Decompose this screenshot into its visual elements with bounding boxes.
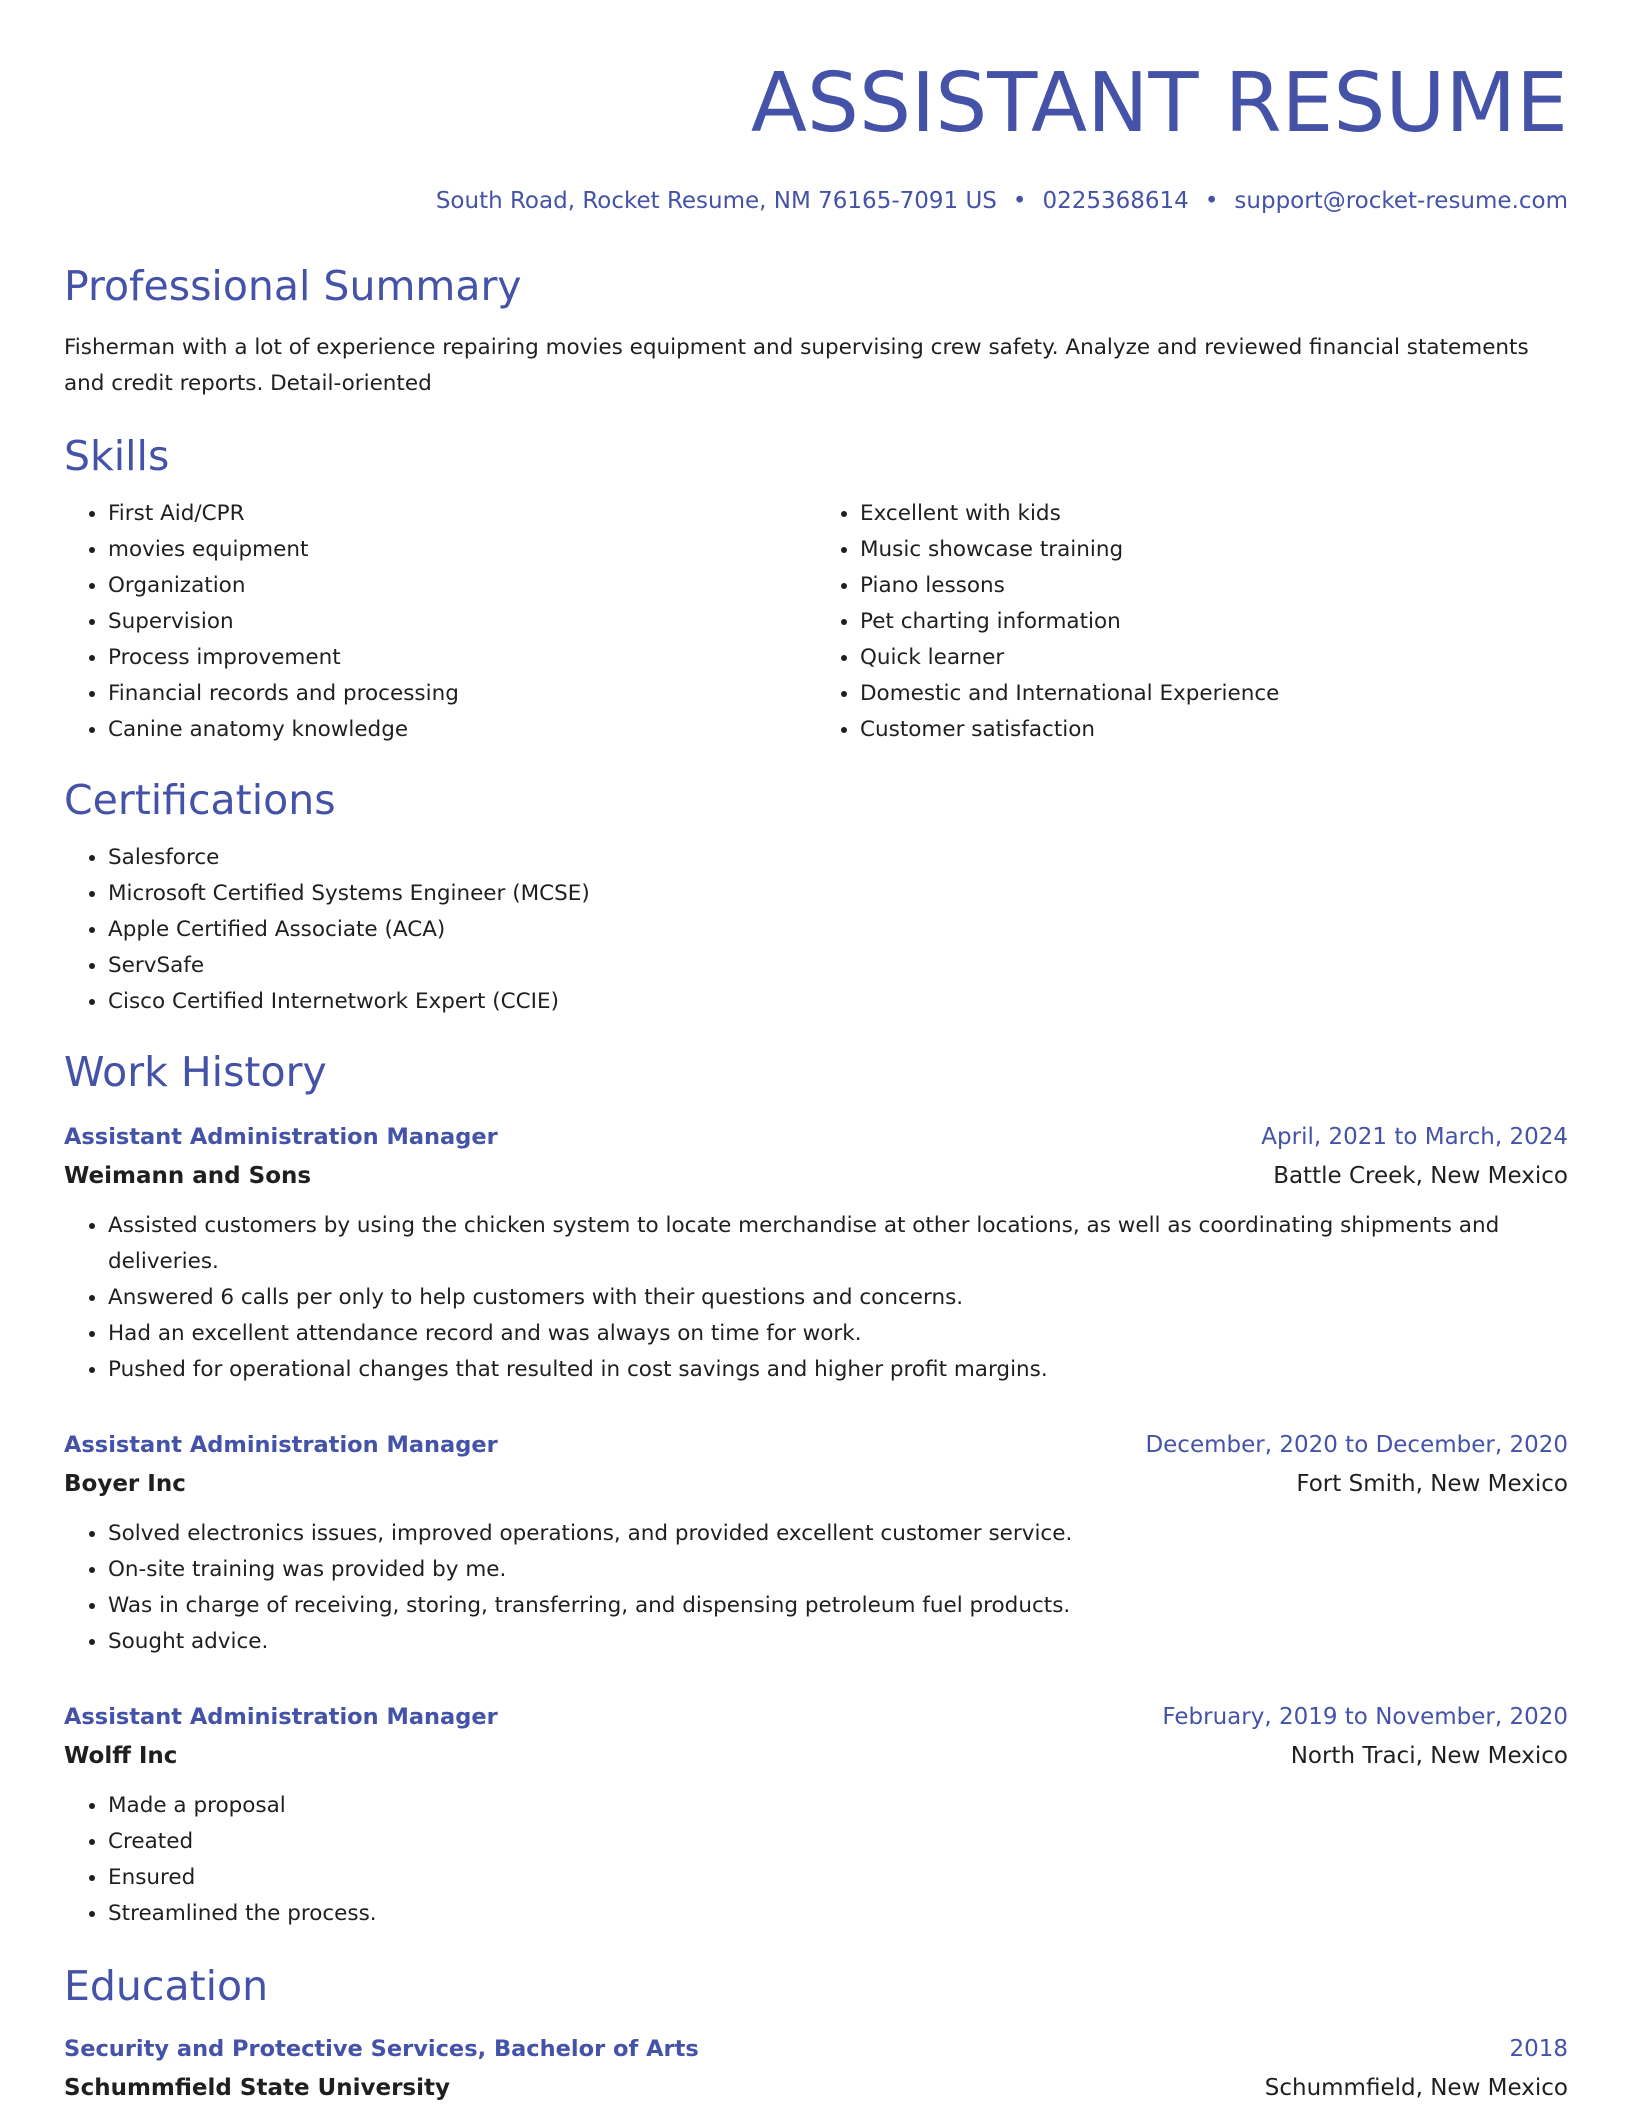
section-title-education: Education (64, 1962, 269, 2010)
job-entry (64, 1698, 1568, 1932)
job-bullet: • Ensured (108, 1860, 1568, 1896)
skill-item: • Excellent with kids (860, 496, 1568, 532)
certification-item: • Apple Certified Associate (ACA) (108, 912, 1568, 948)
job-bullet: • Had an excellent attendance record and was always on time for work. (108, 1316, 1568, 1352)
certification-item: • Cisco Certified Internetwork Expert (CCIE) (108, 984, 1568, 1020)
job-bullet: • Assisted customers by using the chicken system to locate merchandise at other locations, as well as coordinating shipments and deliveries. (108, 1208, 1568, 1280)
education-location: Schummfield, New Mexico (1264, 2075, 1568, 2101)
section-title-skills: Skills (64, 432, 170, 480)
job-company-row (64, 1736, 1568, 1776)
job-company-row (64, 1464, 1568, 1504)
job-bullet: • Streamlined the process. (108, 1896, 1568, 1932)
job-title: Assistant Administration Manager (64, 1704, 498, 1730)
skill-item: • Customer satisfaction (860, 712, 1568, 748)
contact-address: South Road, Rocket Resume, NM 76165-7091 US (435, 188, 997, 214)
job-header-row (64, 1426, 1568, 1464)
job-header-row (64, 1698, 1568, 1736)
education-degree: Security and Protective Services, Bachelor of Arts (64, 2036, 699, 2062)
contact-separator: • (1204, 188, 1219, 214)
education-school-row (64, 2068, 1568, 2108)
contact-phone: 0225368614 (1042, 188, 1189, 214)
job-title: Assistant Administration Manager (64, 1432, 498, 1458)
education-header-row (64, 2030, 1568, 2068)
job-bullet: • Solved electronics issues, improved operations, and provided excellent customer service. (108, 1516, 1568, 1552)
skill-item: • Pet charting information (860, 604, 1568, 640)
education-school: Schummfield State University (64, 2075, 450, 2101)
education-year: 2018 (1509, 2036, 1568, 2062)
certifications-list (64, 840, 1568, 1020)
skill-item: • Organization (108, 568, 816, 604)
education-entry (64, 2030, 1568, 2108)
job-bullet: • Made a proposal (108, 1788, 1568, 1824)
job-location: Fort Smith, New Mexico (1296, 1471, 1568, 1497)
job-bullet: • Created (108, 1824, 1568, 1860)
certification-item: • Microsoft Certified Systems Engineer (MCSE) (108, 876, 1568, 912)
job-bullet: • On-site training was provided by me. (108, 1552, 1568, 1588)
job-bullet: • Was in charge of receiving, storing, transferring, and dispensing petroleum fuel products. (108, 1588, 1568, 1624)
job-location: Battle Creek, New Mexico (1273, 1163, 1568, 1189)
job-company-row (64, 1156, 1568, 1196)
skill-item: • Domestic and International Experience (860, 676, 1568, 712)
job-title: Assistant Administration Manager (64, 1124, 498, 1150)
job-header-row (64, 1118, 1568, 1156)
skill-item: • Music showcase training (860, 532, 1568, 568)
job-location: North Traci, New Mexico (1290, 1743, 1568, 1769)
certification-item: • ServSafe (108, 948, 1568, 984)
section-title-work-history: Work History (64, 1048, 327, 1096)
skill-item: • Quick learner (860, 640, 1568, 676)
section-title-certifications: Certifications (64, 776, 336, 824)
skill-item: • Supervision (108, 604, 816, 640)
job-company: Weimann and Sons (64, 1163, 312, 1189)
skills-columns (64, 496, 1568, 748)
contact-line (64, 186, 1568, 216)
skills-list-right (816, 496, 1568, 748)
job-dates: February, 2019 to November, 2020 (1162, 1704, 1568, 1730)
job-bullets (64, 1516, 1568, 1660)
job-bullets (64, 1788, 1568, 1932)
resume-name: ASSISTANT RESUME (750, 56, 1568, 151)
section-title-summary: Professional Summary (64, 262, 522, 310)
skill-item: • Canine anatomy knowledge (108, 712, 816, 748)
skills-list-left (64, 496, 816, 748)
job-bullet: • Answered 6 calls per only to help customers with their questions and concerns. (108, 1280, 1568, 1316)
skill-item: • Piano lessons (860, 568, 1568, 604)
contact-separator: • (1012, 188, 1027, 214)
job-entry (64, 1426, 1568, 1660)
job-bullet: • Sought advice. (108, 1624, 1568, 1660)
job-dates: December, 2020 to December, 2020 (1145, 1432, 1568, 1458)
job-company: Boyer Inc (64, 1471, 186, 1497)
job-bullets (64, 1208, 1568, 1388)
skill-item: • movies equipment (108, 532, 816, 568)
job-entry (64, 1118, 1568, 1388)
skill-item: • Process improvement (108, 640, 816, 676)
job-dates: April, 2021 to March, 2024 (1261, 1124, 1568, 1150)
skill-item: • First Aid/CPR (108, 496, 816, 532)
job-bullet: • Pushed for operational changes that resulted in cost savings and higher profit margins. (108, 1352, 1568, 1388)
certification-item: • Salesforce (108, 840, 1568, 876)
resume-header (64, 56, 1568, 216)
summary-text: Fisherman with a lot of experience repairing movies equipment and supervising crew safety. Analyze and reviewed financial statements and credit reports. Detail-oriented (64, 335, 1529, 396)
contact-email[interactable]: support@rocket-resume.com (1234, 188, 1568, 214)
skill-item: • Financial records and processing (108, 676, 816, 712)
job-company: Wolff Inc (64, 1743, 178, 1769)
